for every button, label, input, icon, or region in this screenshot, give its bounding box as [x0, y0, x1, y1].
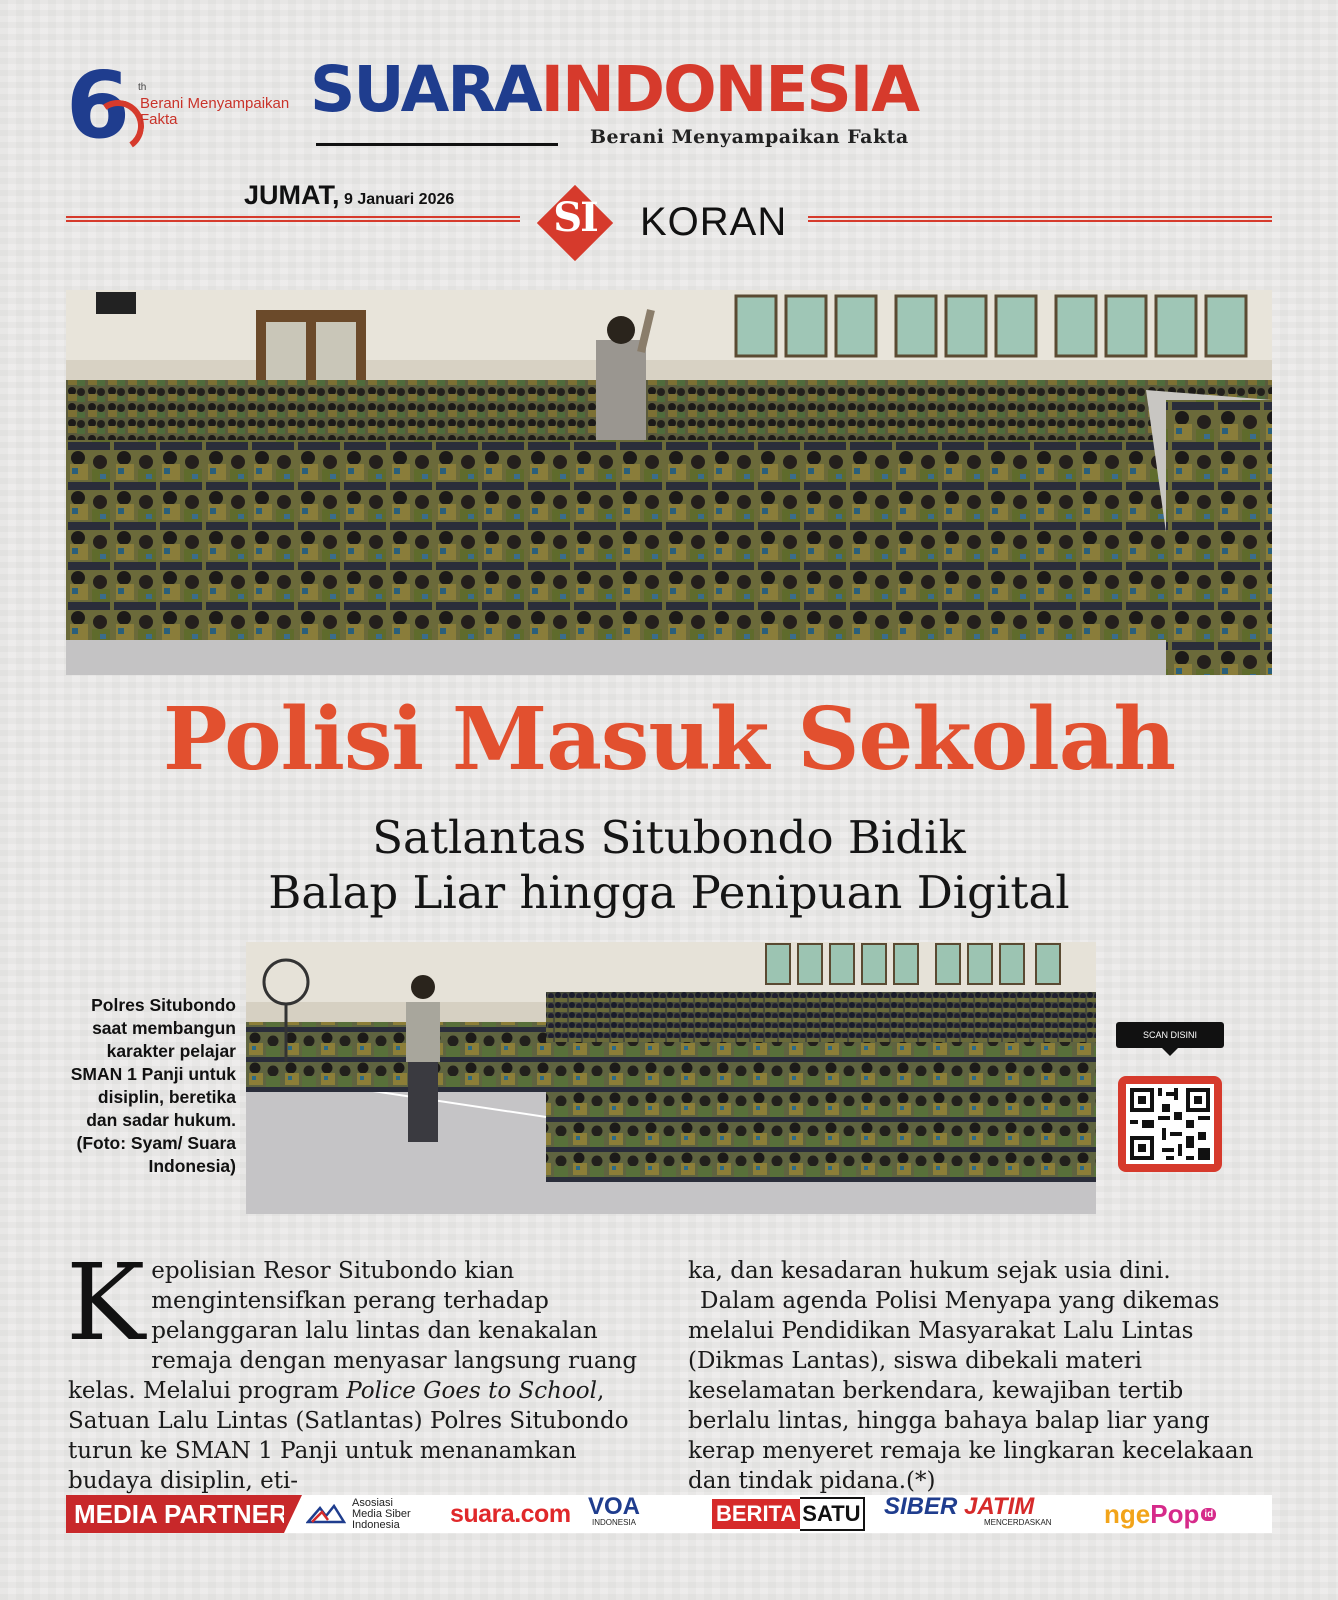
- dropcap: K: [66, 1241, 146, 1364]
- media-partner-bar: [66, 1495, 1272, 1533]
- masthead: [310, 53, 1030, 158]
- beritasatu-part-a: BERITA: [712, 1499, 800, 1529]
- voa-logo-text: VOA: [588, 1493, 641, 1520]
- article-paragraph-1-part-b: , Satuan Lalu Lintas (Satlantas) Polres Situbondo turun ke SMAN 1 Panji untuk menanamkan budaya disiplin, eti-: [68, 1378, 629, 1494]
- siberjatim-part-b: JATIM: [964, 1493, 1035, 1520]
- anniversary-number: 6: [66, 52, 131, 159]
- section-label: KORAN: [640, 200, 788, 244]
- masthead-underline: [316, 143, 558, 146]
- siberjatim-tagline: MENCERDASKAN: [984, 1518, 1052, 1527]
- secondary-photo: [246, 942, 1096, 1214]
- subhead-line2: Balap Liar hingga Penipuan Digital: [268, 866, 1070, 919]
- amsi-line3: Indonesia: [352, 1518, 400, 1531]
- article-paragraph-1-continued: ka, dan kesadaran hukum sejak usia dini.: [688, 1258, 1171, 1284]
- masthead-title: [310, 53, 1030, 126]
- si-logo: [540, 188, 610, 258]
- qr-scan-label: SCAN DISINI: [1116, 1022, 1224, 1048]
- ngepop-part-a: nge: [1104, 1498, 1151, 1529]
- suara-com-logo[interactable]: suara.com: [450, 1499, 571, 1528]
- article-column-left: [66, 1241, 638, 1496]
- header-rule-right: [808, 216, 1272, 222]
- anniversary-suffix: th: [138, 82, 147, 93]
- qr-code[interactable]: [1118, 1076, 1222, 1172]
- masthead-slogan: Berani Menyampaikan Fakta: [590, 126, 909, 148]
- masthead-title-indonesia: INDONESIA: [540, 53, 918, 126]
- amsi-mark-icon: [306, 1504, 346, 1524]
- amsi-line1: Asosiasi: [352, 1496, 393, 1509]
- program-name: Police Goes to School: [346, 1378, 597, 1404]
- voa-logo[interactable]: [588, 1495, 640, 1533]
- subhead-line1: Satlantas Situbondo Bidik: [372, 811, 966, 864]
- edition-day: JUMAT,: [244, 180, 340, 210]
- anniversary-badge: [66, 52, 296, 162]
- siberjatim-logo[interactable]: [884, 1495, 1052, 1533]
- ngepop-logo[interactable]: [1104, 1495, 1216, 1533]
- main-photo: [66, 290, 1272, 675]
- amsi-logo[interactable]: [306, 1495, 411, 1533]
- ngepop-part-c: id: [1201, 1508, 1216, 1521]
- article-column-right: [688, 1256, 1260, 1496]
- media-partner-label: MEDIA PARTNER: [66, 1495, 284, 1533]
- headline: Polisi Masuk Sekolah: [162, 689, 1176, 790]
- beritasatu-part-b: SATU: [800, 1497, 864, 1531]
- article-paragraph-1: [66, 1241, 638, 1496]
- beritasatu-logo[interactable]: [712, 1495, 865, 1533]
- siberjatim-logo-text: [884, 1495, 1034, 1519]
- ngepop-part-b: Pop: [1150, 1498, 1200, 1529]
- photo-caption: Polres Situbondo saat membangun karakter pelajar SMAN 1 Panji untuk disiplin, beretika dan sadar hukum. (Foto: Syam/ Suara Indonesia): [70, 995, 236, 1176]
- article-paragraph-1-part-a: epolisian Resor Situbondo kian mengintensifkan perang terhadap pelanggaran lalu lintas dan kenakalan remaja dengan menyasar langsung ruang kelas. Melalui program: [68, 1258, 638, 1404]
- qr-code-image: [1126, 1084, 1214, 1164]
- article-paragraph-2: Dalam agenda Polisi Menyapa yang dikemas melalui Pendidikan Masyarakat Lalu Lintas (Dikmas Lantas), siswa dibekali materi keselamatan berkendara, kewajiban tertib berlalu lintas, hingga bahaya balap liar yang kerap menyeret remaja ke lingkaran kecelakaan dan tindak pidana.(*): [688, 1288, 1254, 1494]
- edition-date: [244, 180, 454, 211]
- edition-date-text: 9 Januari 2026: [343, 191, 455, 208]
- masthead-title-suara: SUARA: [310, 53, 541, 126]
- si-logo-text: SI: [553, 194, 597, 241]
- voa-logo-sub: INDONESIA: [592, 1518, 637, 1527]
- header-rule-left: [66, 216, 520, 222]
- amsi-text: [352, 1498, 411, 1531]
- anniversary-tagline: Berani Menyampaikan Fakta: [140, 95, 290, 128]
- siberjatim-part-a: SIBER: [884, 1493, 958, 1520]
- amsi-line2: Media Siber: [352, 1507, 411, 1520]
